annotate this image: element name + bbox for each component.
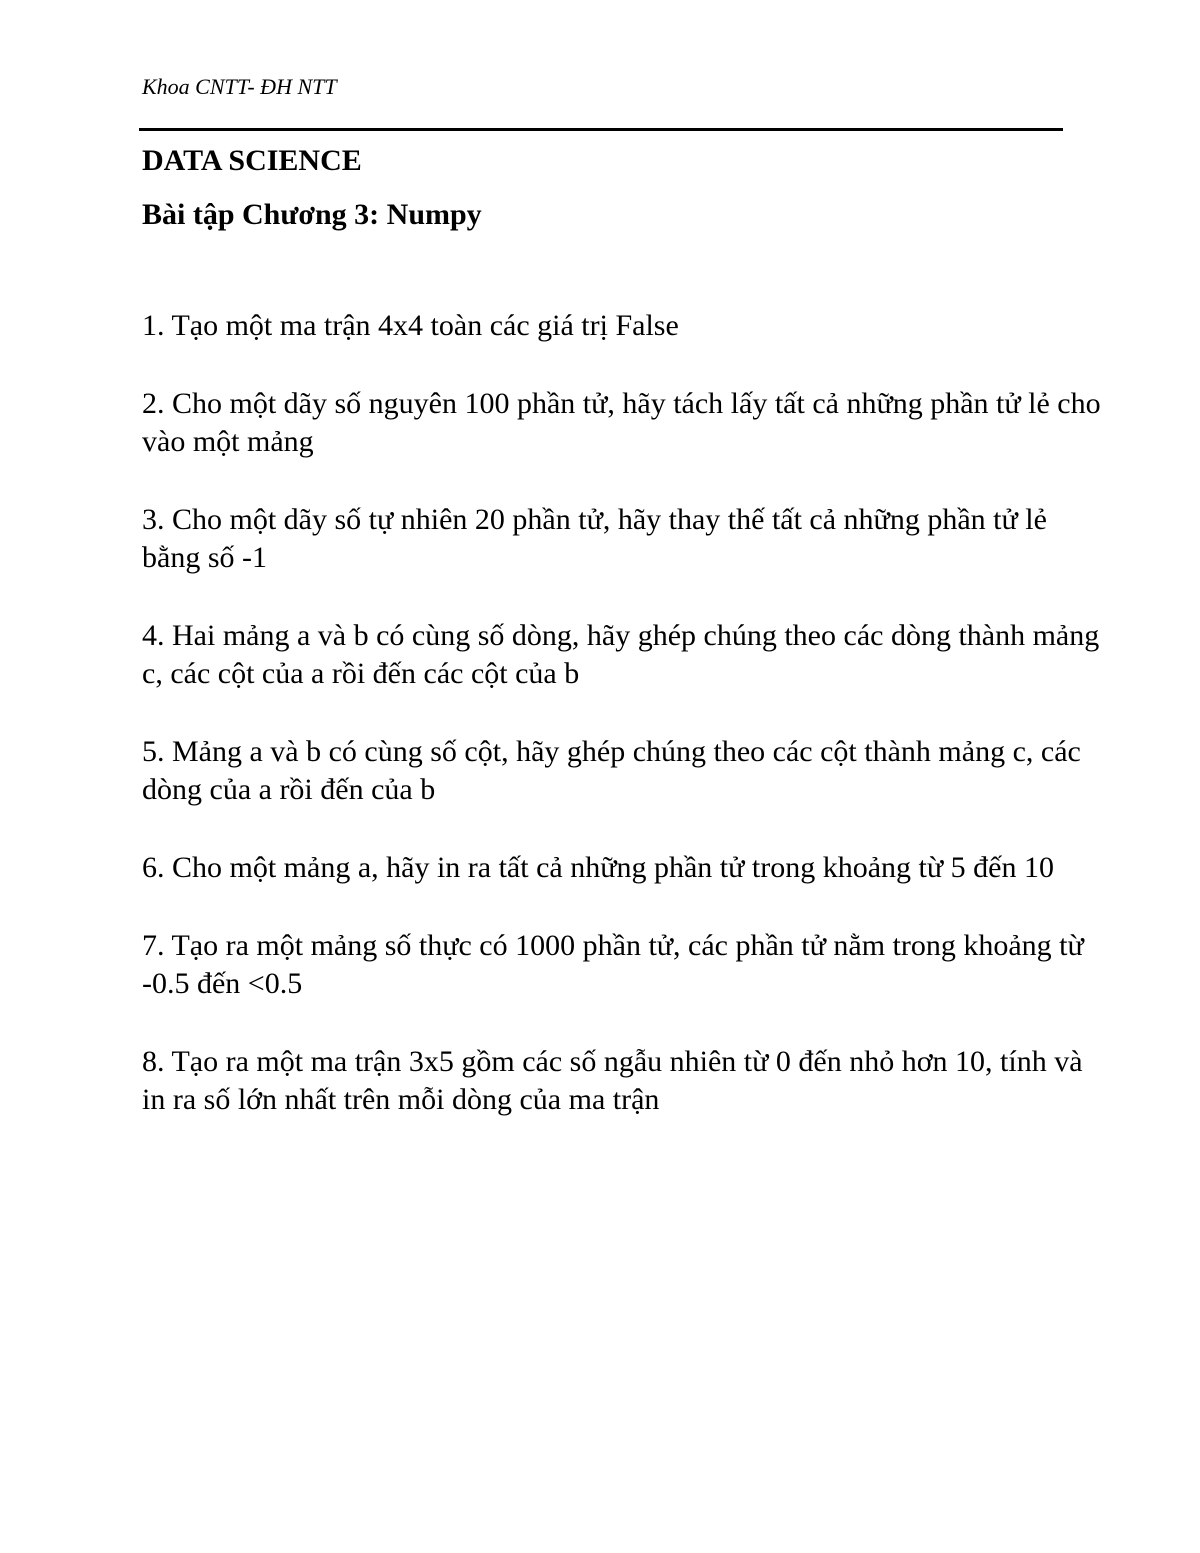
exercise-item-8: 8. Tạo ra một ma trận 3x5 gồm các số ngẫu nhiên từ 0 đến nhỏ hơn 10, tính và in ra số lớn nhất trên mỗi dòng của ma trận [142, 1045, 1083, 1116]
exercise-item-7: 7. Tạo ra một mảng số thực có 1000 phần tử, các phần tử nằm trong khoảng từ -0.5 đến <0.5 [142, 929, 1084, 1000]
header-divider [139, 128, 1063, 131]
exercise-item-1: 1. Tạo một ma trận 4x4 toàn các giá trị False [142, 309, 679, 342]
exercise-item-5: 5. Mảng a và b có cùng số cột, hãy ghép chúng theo các cột thành mảng c, các dòng của a rồi đến của b [142, 735, 1081, 806]
page-header: Khoa CNTT- ĐH NTT [142, 74, 337, 99]
exercise-item-3: 3. Cho một dãy số tự nhiên 20 phần tử, hãy thay thế tất cả những phần tử lẻ bằng số -1 [142, 503, 1047, 574]
document-title: DATA SCIENCE [142, 144, 362, 177]
exercise-item-4: 4. Hai mảng a và b có cùng số dòng, hãy ghép chúng theo các dòng thành mảng c, các cột của a rồi đến các cột của b [142, 619, 1100, 690]
exercise-item-6: 6. Cho một mảng a, hãy in ra tất cả những phần tử trong khoảng từ 5 đến 10 [142, 851, 1054, 884]
document-subtitle: Bài tập Chương 3: Numpy [142, 198, 482, 231]
exercise-item-2: 2. Cho một dãy số nguyên 100 phần tử, hãy tách lấy tất cả những phần tử lẻ cho vào một mảng [142, 387, 1101, 458]
exercise-list [142, 307, 1102, 1159]
